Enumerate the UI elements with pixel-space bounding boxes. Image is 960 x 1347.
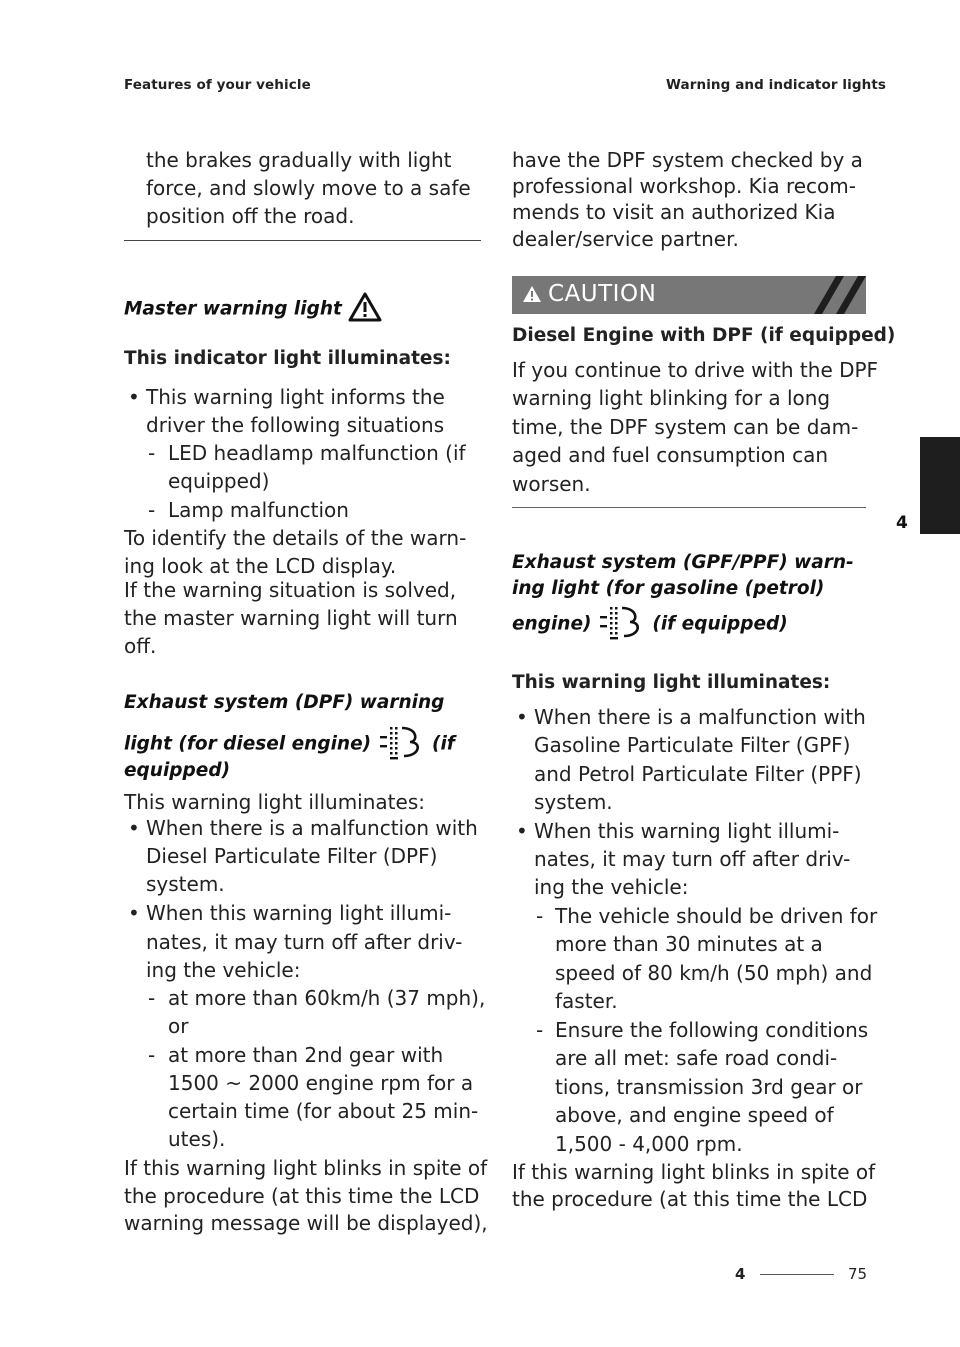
gpf-title-line <box>512 604 788 645</box>
body-line: ing look at the LCD display. <box>124 554 397 578</box>
body-line: If this warning light blinks in spite of <box>124 1156 488 1180</box>
exhaust-filter-icon <box>378 724 426 765</box>
body-line: warning message will be displayed), <box>124 1211 488 1235</box>
body-line: To identify the details of the warn- <box>124 526 467 550</box>
gpf-title-text: engine) <box>512 613 592 635</box>
body-line: have the DPF system checked by a <box>512 148 863 172</box>
sub-item: 1500 ~ 2000 engine rpm for a <box>168 1071 474 1095</box>
intro-line: position off the road. <box>146 204 355 228</box>
caution-line: warning light blinking for a long <box>512 386 831 410</box>
dpf-title-line: Exhaust system (DPF) warning <box>124 692 445 713</box>
caution-stripes <box>806 276 866 314</box>
list-item: When this warning light illumi- <box>534 819 840 843</box>
caution-line: aged and fuel consumption can <box>512 443 829 467</box>
sub-item: speed of 80 km/h (50 mph) and <box>555 961 873 985</box>
bullet: • <box>128 816 140 840</box>
sub-item: The vehicle should be driven for <box>555 904 878 928</box>
chapter-tab <box>920 437 960 534</box>
gpf-subheading: This warning light illuminates: <box>512 672 831 693</box>
sub-item: at more than 2nd gear with <box>168 1043 444 1067</box>
bullet: • <box>516 819 528 843</box>
dpf-title-line <box>124 724 455 765</box>
intro-line: force, and slowly move to a safe <box>146 176 471 200</box>
exhaust-filter-icon <box>598 604 646 645</box>
list-item: and Petrol Particulate Filter (PPF) <box>534 762 862 786</box>
sub-item: 1,500 - 4,000 rpm. <box>555 1132 743 1156</box>
running-header-left: Features of your vehicle <box>124 77 311 93</box>
sub-item: faster. <box>555 989 618 1013</box>
list-item: system. <box>534 790 613 814</box>
master-subheading: This indicator light illuminates: <box>124 348 451 369</box>
caution-line: time, the DPF system can be dam- <box>512 415 859 439</box>
list-item: Diesel Particulate Filter (DPF) <box>146 844 438 868</box>
warning-triangle-icon <box>348 292 382 327</box>
footer-page-number: 75 <box>848 1265 868 1283</box>
running-header-right: Warning and indicator lights <box>666 77 887 93</box>
warning-triangle-icon <box>522 285 542 307</box>
body-line: If this warning light blinks in spite of <box>512 1160 876 1184</box>
body-line: off. <box>124 634 157 658</box>
list-item: system. <box>146 872 225 896</box>
caution-line: worsen. <box>512 472 591 496</box>
body-line: the master warning light will turn <box>124 606 458 630</box>
body-line: the procedure (at this time the LCD <box>124 1184 480 1208</box>
sub-item: Ensure the following conditions <box>555 1018 869 1042</box>
dpf-title-line: equipped) <box>124 760 231 781</box>
sub-item: at more than 60km/h (37 mph), <box>168 986 486 1010</box>
body-line: This warning light illuminates: <box>124 790 425 814</box>
caution-banner <box>512 276 866 314</box>
sub-item: are all met: safe road condi- <box>555 1046 838 1070</box>
sub-item: utes). <box>168 1127 226 1151</box>
footer-rule <box>760 1274 834 1275</box>
body-line: the procedure (at this time the LCD <box>512 1187 868 1211</box>
sub-item: tions, transmission 3rd gear or <box>555 1075 863 1099</box>
bullet: • <box>128 901 140 925</box>
section-divider <box>124 240 481 241</box>
list-item: driver the following situations <box>146 413 445 437</box>
list-item: When there is a malfunction with <box>534 705 866 729</box>
list-item: This warning light informs the <box>146 385 445 409</box>
gpf-title-text: (if equipped) <box>652 613 788 635</box>
dash: - <box>148 498 156 522</box>
list-item: nates, it may turn off after driv- <box>534 847 851 871</box>
caution-label: CAUTION <box>548 281 657 307</box>
dash: - <box>536 904 544 928</box>
sub-item: LED headlamp malfunction (if <box>168 441 466 465</box>
list-item: When there is a malfunction with <box>146 816 478 840</box>
list-item: nates, it may turn off after driv- <box>146 930 463 954</box>
list-item: Gasoline Particulate Filter (GPF) <box>534 733 851 757</box>
list-item: When this warning light illumi- <box>146 901 452 925</box>
gpf-title-line: Exhaust system (GPF/PPF) warn- <box>512 552 854 573</box>
gpf-title-line: ing light (for gasoline (petrol) <box>512 578 825 599</box>
body-line: professional workshop. Kia recom- <box>512 174 856 198</box>
section-divider <box>512 507 866 508</box>
list-item: ing the vehicle: <box>146 958 301 982</box>
footer-chapter: 4 <box>735 1265 746 1283</box>
sub-item: more than 30 minutes at a <box>555 932 823 956</box>
body-line: If the warning situation is solved, <box>124 578 457 602</box>
body-line: dealer/service partner. <box>512 227 739 251</box>
dash: - <box>148 986 156 1010</box>
caution-line: If you continue to drive with the DPF <box>512 358 879 382</box>
bullet: • <box>516 705 528 729</box>
list-item: ing the vehicle: <box>534 875 689 899</box>
chapter-tab-number: 4 <box>896 513 908 533</box>
dash: - <box>148 441 156 465</box>
sub-item: certain time (for about 25 min- <box>168 1099 479 1123</box>
intro-line: the brakes gradually with light <box>146 148 452 172</box>
bullet: • <box>128 385 140 409</box>
master-warning-title-text: Master warning light <box>124 298 342 320</box>
master-warning-title <box>124 292 382 327</box>
caution-title: Diesel Engine with DPF (if equipped) <box>512 325 896 346</box>
body-line: mends to visit an authorized Kia <box>512 200 836 224</box>
sub-item: Lamp malfunction <box>168 498 349 522</box>
sub-item: or <box>168 1014 189 1038</box>
sub-item: equipped) <box>168 469 270 493</box>
dash: - <box>148 1043 156 1067</box>
sub-item: above, and engine speed of <box>555 1103 834 1127</box>
dpf-title-text: (if <box>432 733 455 755</box>
dash: - <box>536 1018 544 1042</box>
dpf-title-text: light (for diesel engine) <box>124 733 372 755</box>
